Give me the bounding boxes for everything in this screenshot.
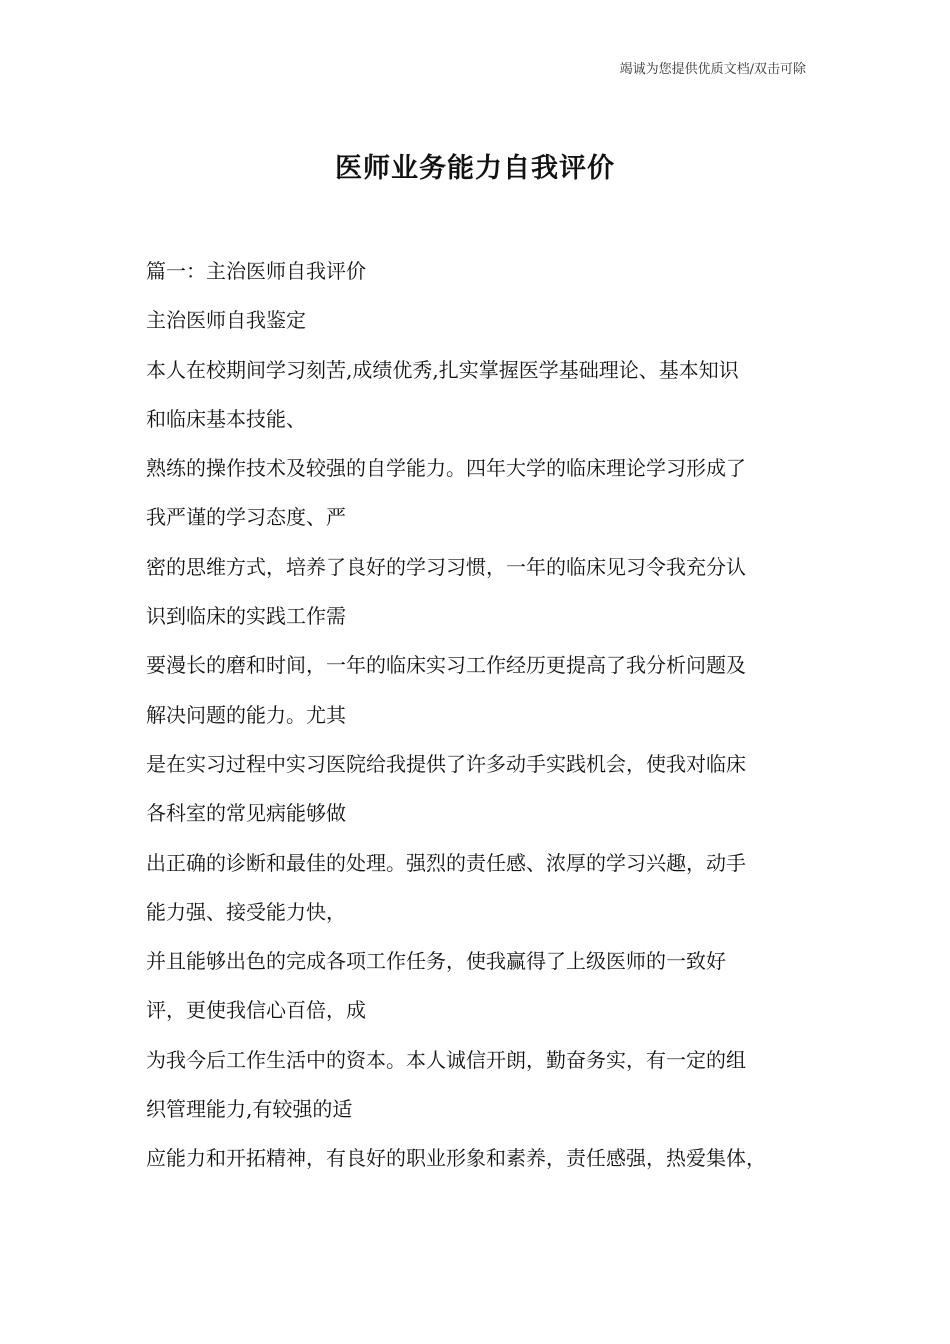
header-note: 竭诚为您提供优质文档/双击可除 [619,62,806,77]
body-line: 和临床基本技能、 [146,406,306,431]
document-body [146,254,836,1191]
body-line: 本人在校期间学习刻苦,成绩优秀,扎实掌握医学基础理论、基本知识 [146,357,739,382]
body-line: 解决问题的能力。尤其 [146,702,346,727]
body-line: 并且能够出色的完成各项工作任务，使我赢得了上级医师的一致好 [146,949,726,974]
body-line: 我严谨的学习态度、严 [146,505,346,530]
body-line: 应能力和开拓精神，有良好的职业形象和素养，责任感强，热爱集体， [146,1146,766,1171]
body-line: 为我今后工作生活中的资本。本人诚信开朗，勤奋务实，有一定的组 [146,1047,746,1072]
body-line: 织管理能力,有较强的适 [146,1097,353,1122]
body-line: 出正确的诊断和最佳的处理。强烈的责任感、浓厚的学习兴趣，动手 [146,850,746,875]
body-line: 密的思维方式，培养了良好的学习习惯，一年的临床见习令我充分认 [146,554,746,579]
body-line: 篇一：主治医师自我评价 [146,259,366,283]
body-line: 识到临床的实践工作需 [146,604,346,629]
body-line: 是在实习过程中实习医院给我提供了许多动手实践机会，使我对临床 [146,751,746,776]
document-title: 医师业务能力自我评价 [335,153,615,184]
body-line: 要漫长的磨和时间，一年的临床实习工作经历更提高了我分析问题及 [146,653,746,678]
body-line: 评，更使我信心百倍，成 [146,998,366,1023]
body-line: 熟练的操作技术及较强的自学能力。四年大学的临床理论学习形成了 [146,456,746,481]
body-line: 主治医师自我鉴定 [146,308,306,333]
body-line: 能力强、接受能力快， [146,899,346,924]
body-line: 各科室的常见病能够做 [146,801,346,826]
